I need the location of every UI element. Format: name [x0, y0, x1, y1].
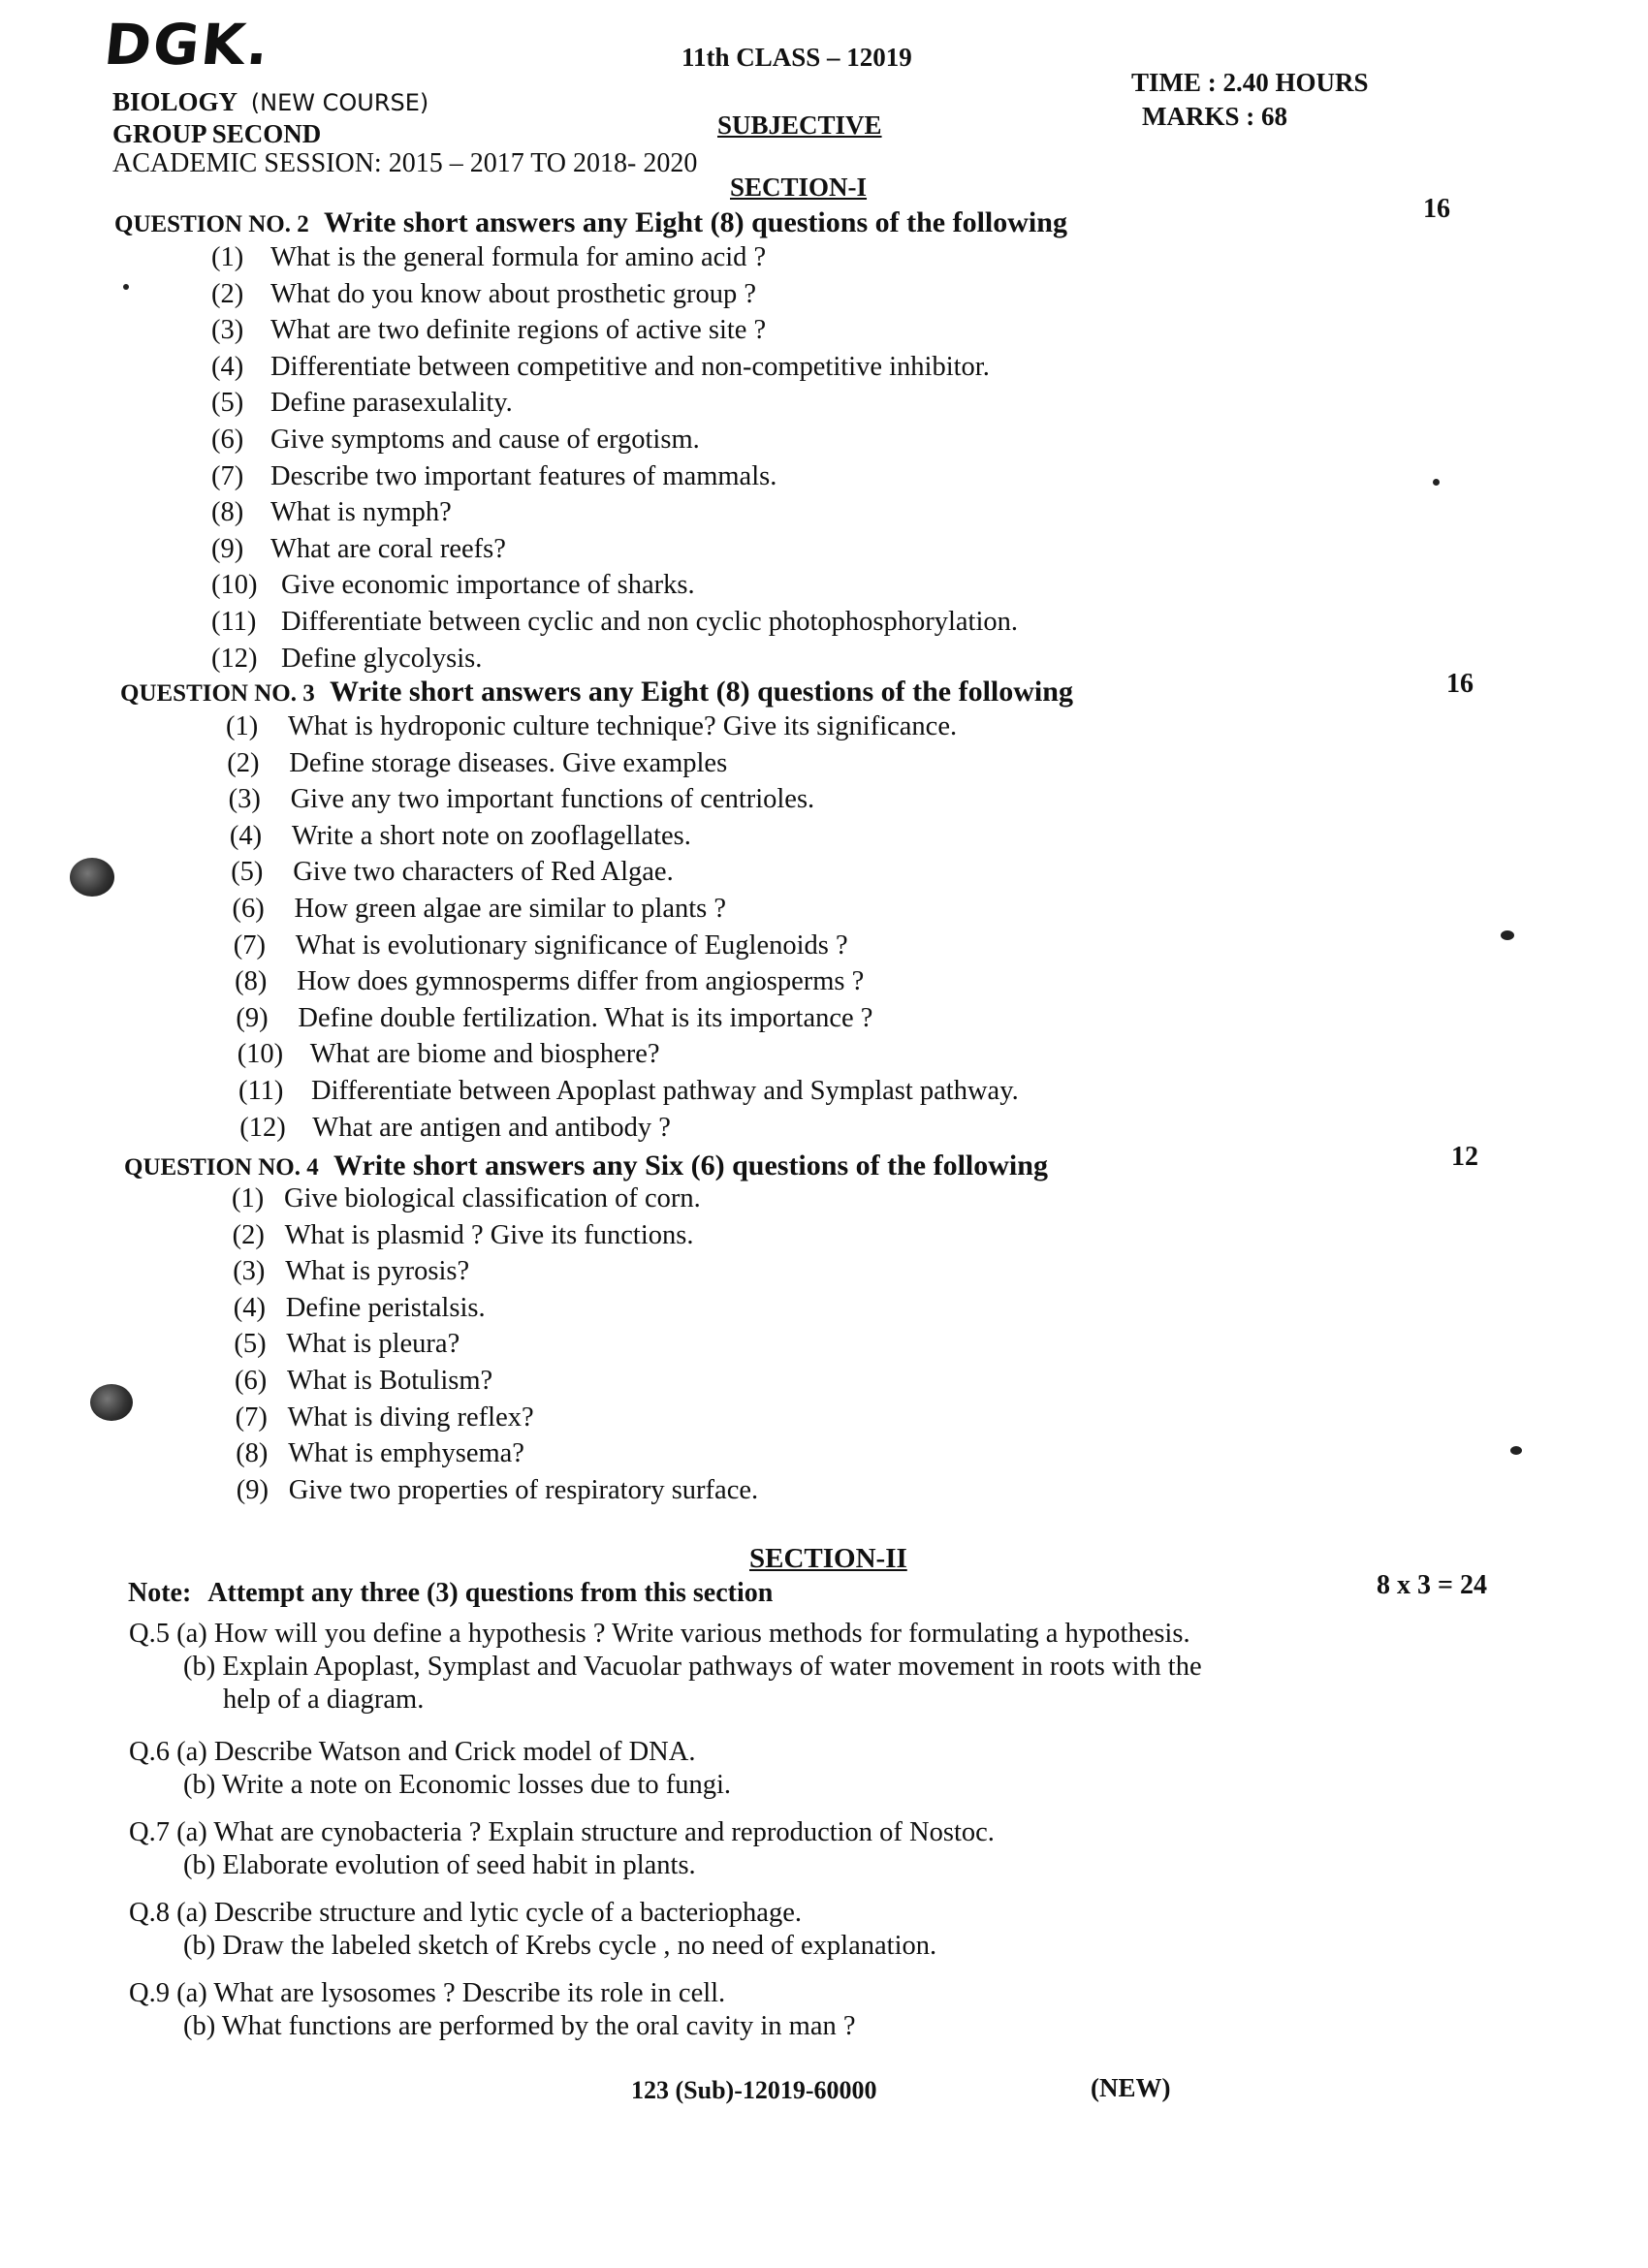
long-question-part-a: Q.6 (a) Describe Watson and Crick model of DNA. — [129, 1737, 696, 1767]
section-2-note — [128, 1578, 773, 1609]
item-number: (6) — [211, 425, 244, 455]
question-item — [211, 279, 756, 310]
item-number: (10) — [237, 1039, 284, 1070]
item-text: What is pyrosis? — [285, 1256, 470, 1287]
long-question-part-b: (b) What functions are performed by the oral cavity in man ? — [183, 2011, 856, 2041]
item-text: What is pleura? — [286, 1329, 460, 1360]
item-number: (9) — [236, 1474, 269, 1505]
item-text: Differentiate between Apoplast pathway and Symplast pathway. — [311, 1076, 1019, 1106]
item-text: Give two characters of Red Algae. — [293, 857, 674, 888]
item-number: (1) — [232, 1183, 265, 1213]
marks-label: MARKS : 68 — [1142, 102, 1287, 131]
paper-code: 123 (Sub)-12019-60000 — [631, 2076, 877, 2104]
section-2-marks: 8 x 3 = 24 — [1377, 1570, 1487, 1600]
session-line: ACADEMIC SESSION: 2015 – 2017 TO 2018- 2020 — [112, 148, 698, 178]
question-item — [211, 388, 513, 419]
question-item — [211, 461, 776, 492]
item-text: Define glycolysis. — [281, 643, 483, 674]
scan-speck — [1433, 479, 1440, 486]
item-number: (10) — [211, 570, 258, 601]
question-item — [236, 1402, 534, 1433]
note-text: Attempt any three (3) questions from this section — [207, 1578, 774, 1608]
item-number: (4) — [233, 1292, 267, 1323]
long-question-part-b: (b) Elaborate evolution of seed habit in plants. — [183, 1850, 696, 1880]
note-label: Note: — [128, 1578, 192, 1608]
question-2-marks: 16 — [1423, 194, 1450, 224]
group-label: GROUP SECOND — [112, 119, 322, 148]
item-text: What is the general formula for amino acid ? — [270, 242, 767, 272]
item-text: What is nymph? — [270, 497, 452, 528]
class-line: 11th CLASS – 12019 — [681, 43, 912, 72]
question-item — [236, 1438, 524, 1469]
item-text: Define parasexulality. — [270, 388, 513, 419]
question-item — [233, 894, 727, 925]
item-text: Define storage diseases. Give examples — [289, 747, 728, 778]
ink-blot — [90, 1384, 133, 1421]
item-number: (6) — [235, 1366, 268, 1396]
question-3-label: QUESTION NO. 3 — [120, 680, 315, 707]
item-text: What are two definite regions of active site ? — [270, 315, 767, 346]
item-number: (2) — [211, 278, 244, 309]
item-text: Write a short note on zooflagellates. — [291, 820, 691, 851]
question-item — [211, 425, 700, 456]
question-item — [235, 1366, 492, 1397]
long-question-part-b: (b) Draw the labeled sketch of Krebs cycle , no need of explanation. — [183, 1931, 937, 1961]
question-item — [229, 784, 815, 815]
item-number: (8) — [236, 1438, 269, 1469]
item-number: (6) — [232, 894, 265, 924]
question-item — [237, 1475, 758, 1506]
subject-line — [112, 87, 428, 117]
item-number: (4) — [229, 820, 263, 851]
question-item — [234, 1293, 486, 1324]
item-number: (9) — [211, 533, 244, 564]
item-number: (7) — [235, 1402, 268, 1433]
question-2-label: QUESTION NO. 2 — [114, 211, 309, 237]
item-text: Give any two important functions of centrioles. — [290, 784, 815, 815]
question-item — [234, 1329, 460, 1360]
item-text: What is evolutionary significance of Euglenoids ? — [295, 929, 848, 961]
question-3-marks: 16 — [1446, 669, 1474, 699]
item-number: (7) — [233, 929, 267, 961]
question-item — [227, 748, 727, 779]
item-number: (3) — [211, 315, 244, 346]
item-text: What is hydroponic culture technique? Give its significance. — [288, 711, 958, 741]
question-item — [232, 1183, 701, 1214]
item-number: (5) — [211, 388, 244, 419]
item-number: (4) — [211, 351, 244, 382]
course-label: (NEW COURSE) — [250, 89, 429, 116]
long-question-part-b: (b) Explain Apoplast, Symplast and Vacuolar pathways of water movement in roots with the — [183, 1652, 1202, 1682]
item-number: (1) — [226, 711, 259, 741]
item-number: (1) — [211, 242, 244, 272]
scan-speck — [1510, 1446, 1522, 1455]
long-question-part-a: Q.9 (a) What are lysosomes ? Describe its role in cell. — [129, 1978, 726, 2008]
question-item — [236, 1003, 872, 1034]
question-item — [211, 497, 452, 528]
item-number: (8) — [235, 966, 268, 997]
item-text: What are biome and biosphere? — [309, 1039, 660, 1070]
question-item — [230, 821, 691, 852]
item-text: What are antigen and antibody ? — [312, 1112, 671, 1143]
question-item — [239, 1113, 671, 1144]
item-text: What is plasmid ? Give its functions. — [284, 1219, 694, 1250]
item-number: (11) — [211, 607, 257, 637]
item-text: Give symptoms and cause of ergotism. — [270, 425, 700, 455]
scan-speck — [123, 284, 129, 290]
question-item — [211, 242, 766, 273]
item-text: Describe two important features of mammals. — [270, 460, 777, 491]
question-item — [235, 966, 864, 997]
item-number: (11) — [238, 1076, 284, 1106]
question-item — [233, 1256, 469, 1287]
long-question-part-a: Q.8 (a) Describe structure and lytic cycle of a bacteriophage. — [129, 1898, 802, 1928]
question-item — [231, 857, 674, 888]
question-3-instruction: Write short answers any Eight (8) questions of the following — [329, 676, 1073, 708]
long-question-part-a: Q.7 (a) What are cynobacteria ? Explain structure and reproduction of Nostoc. — [129, 1817, 995, 1847]
item-text: What are coral reefs? — [270, 533, 506, 564]
time-label: TIME : 2.40 HOURS — [1131, 68, 1369, 97]
item-text: Give biological classification of corn. — [284, 1183, 701, 1213]
question-4-marks: 12 — [1451, 1142, 1478, 1172]
item-text: What do you know about prosthetic group ? — [270, 278, 757, 309]
paper-type-heading: SUBJECTIVE — [717, 110, 882, 140]
ink-blot — [70, 858, 114, 897]
question-2-header — [114, 206, 1067, 239]
question-4-header — [124, 1150, 1048, 1182]
section-1-title: SECTION-I — [730, 173, 868, 202]
scan-speck — [1501, 930, 1514, 940]
item-number: (9) — [236, 1002, 269, 1033]
question-item — [233, 1220, 694, 1251]
item-text: What is Botulism? — [287, 1366, 493, 1396]
item-number: (8) — [211, 497, 244, 528]
long-question-part-b-continued: help of a diagram. — [223, 1685, 425, 1715]
item-text: Differentiate between cyclic and non cyclic photophosphorylation. — [281, 607, 1019, 637]
item-text: What is diving reflex? — [287, 1402, 534, 1433]
item-number: (3) — [233, 1256, 266, 1287]
question-item — [211, 352, 990, 383]
question-4-label: QUESTION NO. 4 — [124, 1154, 319, 1181]
item-text: How does gymnosperms differ from angiosperms ? — [297, 966, 865, 997]
long-question-part-a: Q.5 (a) How will you define a hypothesis ? Write various methods for formulating a hypothesis. — [129, 1619, 1190, 1649]
question-item — [211, 315, 766, 346]
item-text: Define double fertilization. What is its importance ? — [298, 1002, 873, 1033]
question-item — [238, 1039, 660, 1070]
question-2-instruction: Write short answers any Eight (8) questions of the following — [323, 206, 1067, 238]
question-item — [211, 570, 695, 601]
question-3-header — [120, 676, 1073, 709]
long-question-part-b: (b) Write a note on Economic losses due to fungi. — [183, 1770, 732, 1800]
item-number: (2) — [227, 747, 260, 778]
item-text: How green algae are similar to plants ? — [294, 894, 727, 924]
item-number: (7) — [211, 460, 244, 491]
board-mark-handwritten: DGK. — [101, 12, 274, 78]
item-number: (12) — [211, 643, 258, 674]
item-number: (5) — [234, 1329, 267, 1360]
item-text: Give economic importance of sharks. — [281, 570, 695, 601]
item-text: What is emphysema? — [288, 1438, 524, 1469]
item-text: Define peristalsis. — [285, 1292, 486, 1323]
question-4-instruction: Write short answers any Six (6) questions of the following — [333, 1150, 1048, 1181]
item-number: (12) — [239, 1112, 286, 1143]
section-2-title: SECTION-II — [749, 1543, 907, 1574]
item-number: (3) — [228, 784, 261, 815]
item-text: Differentiate between competitive and non-competitive inhibitor. — [270, 351, 990, 382]
subject-name: BIOLOGY — [112, 87, 238, 116]
question-item — [234, 930, 848, 961]
question-item — [211, 607, 1018, 638]
question-item — [211, 534, 506, 565]
paper-tag: (NEW) — [1091, 2073, 1171, 2102]
item-number: (5) — [231, 857, 264, 888]
item-text: Give two properties of respiratory surface. — [288, 1474, 759, 1505]
question-item — [226, 711, 957, 742]
item-number: (2) — [232, 1219, 265, 1250]
question-item — [211, 644, 482, 675]
question-item — [238, 1076, 1019, 1107]
